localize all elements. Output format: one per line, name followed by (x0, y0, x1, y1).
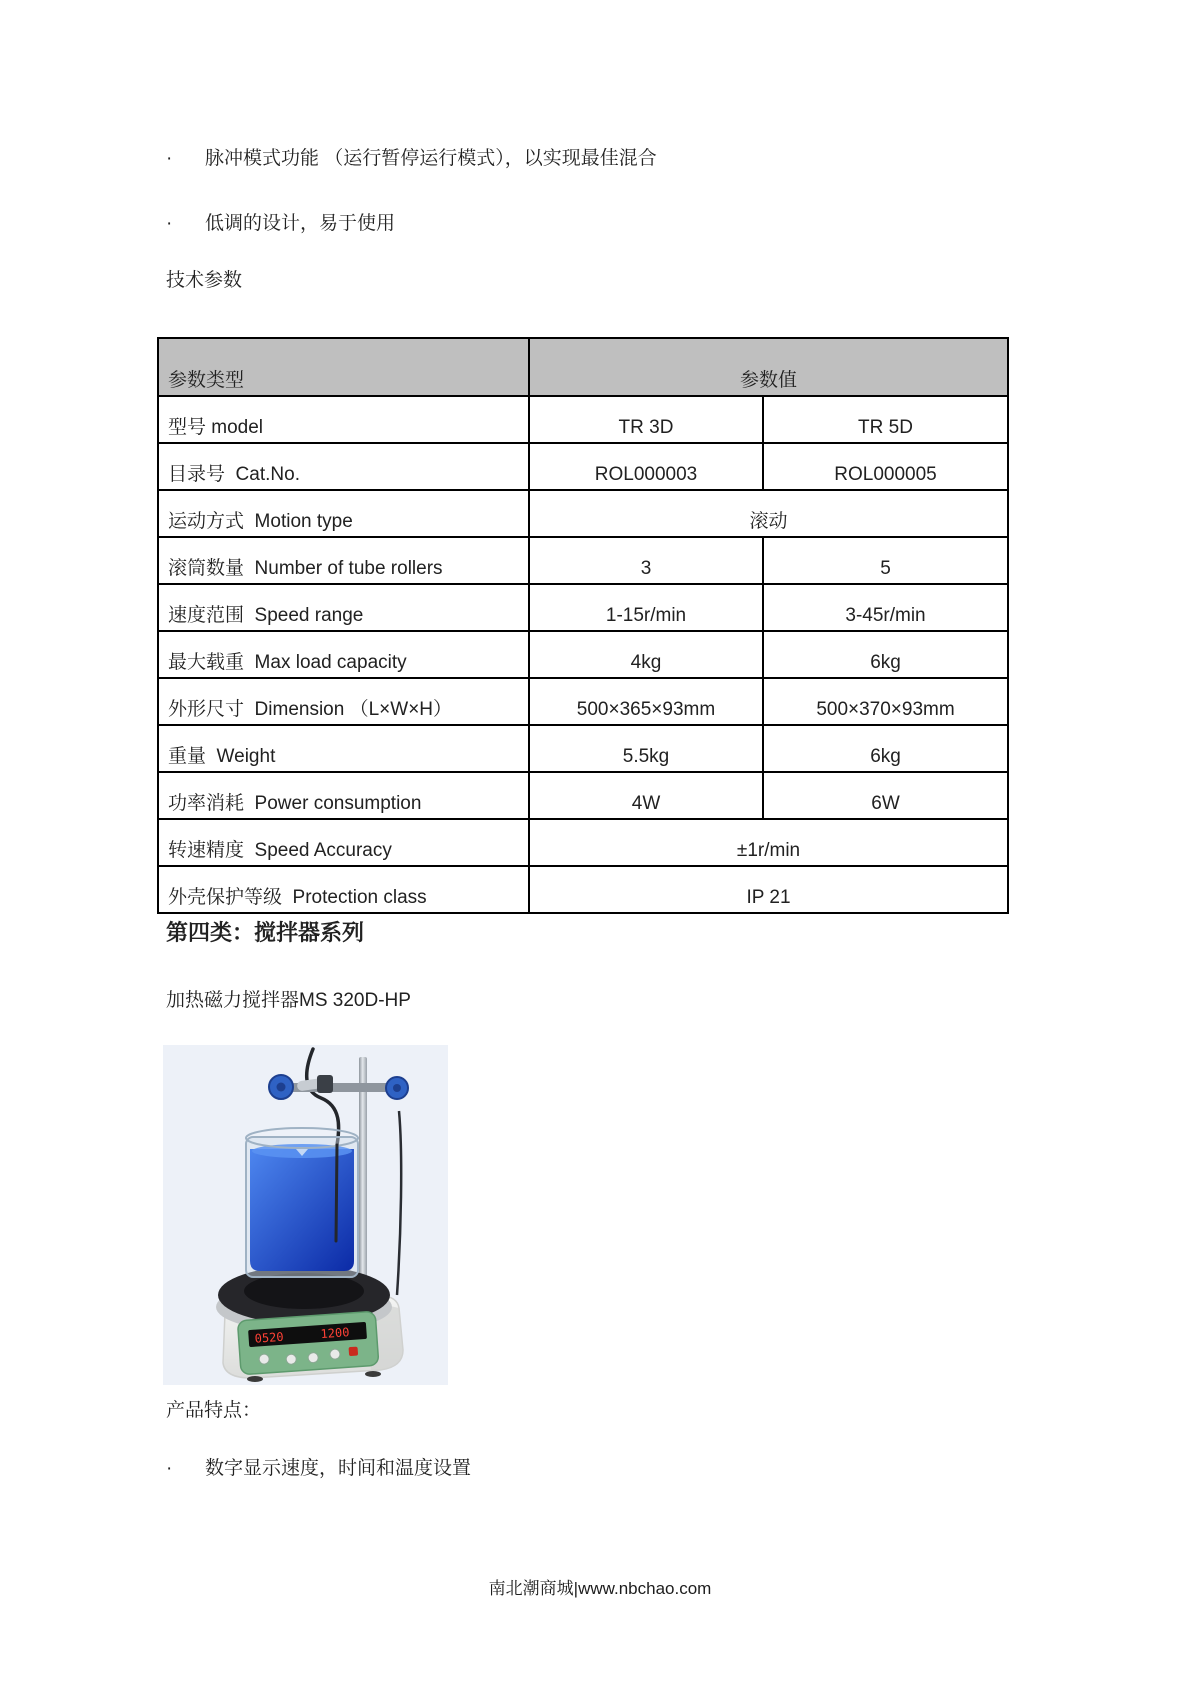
row-label: 滚筒数量 Number of tube rollers (158, 537, 529, 584)
bullet-item (166, 211, 395, 237)
product-name: 加热磁力搅拌器MS 320D-HP (166, 990, 411, 1011)
bullet-text: 低调的设计，易于使用 (205, 213, 396, 234)
bullet-item (166, 1456, 471, 1482)
table-row (158, 584, 1008, 631)
bullet-dot-icon: · (166, 213, 173, 234)
header-param-type: 参数类型 (158, 338, 529, 396)
row-value: 6W (763, 772, 1008, 819)
bullet-text: 数字显示速度，时间和温度设置 (205, 1458, 472, 1479)
row-label: 速度范围 Speed range (158, 584, 529, 631)
row-value: 6kg (763, 725, 1008, 772)
row-label: 转速精度 Speed Accuracy (158, 819, 529, 866)
row-value: 3 (529, 537, 763, 584)
stirrer-illustration (163, 1045, 448, 1385)
row-label: 最大载重 Max load capacity (158, 631, 529, 678)
row-value: 1-15r/min (529, 584, 763, 631)
footer-url: www.nbchao.com (578, 1579, 712, 1598)
row-value-span: IP 21 (529, 866, 1008, 913)
bullet-item (166, 146, 657, 172)
footer-separator: | (573, 1579, 579, 1598)
knob-button (259, 1354, 270, 1365)
row-value: 500×370×93mm (763, 678, 1008, 725)
beaker (246, 1128, 358, 1277)
row-value: ROL000003 (529, 443, 763, 490)
row-value: 6kg (763, 631, 1008, 678)
stand-rod (359, 1057, 367, 1307)
blue-liquid (250, 1149, 354, 1271)
row-label: 重量 Weight (158, 725, 529, 772)
section-heading: 第四类：搅拌器系列 (166, 920, 365, 945)
table-row (158, 866, 1008, 913)
table-row (158, 678, 1008, 725)
row-value: 4W (529, 772, 763, 819)
table-row (158, 443, 1008, 490)
tech-params-label: 技术参数 (166, 270, 243, 291)
bullet-text: 脉冲模式功能 （运行暂停运行模式），以实现最佳混合 (205, 148, 657, 169)
display-right-value: 1200 (320, 1325, 350, 1342)
display-left-value: 0520 (254, 1329, 285, 1346)
row-label: 功率消耗 Power consumption (158, 772, 529, 819)
row-label: 型号 model (158, 396, 529, 443)
row-value: 3-45r/min (763, 584, 1008, 631)
row-label: 外壳保护等级 Protection class (158, 866, 529, 913)
row-value: ROL000005 (763, 443, 1008, 490)
header-param-value: 参数值 (529, 338, 1008, 396)
page-footer (0, 1574, 1200, 1599)
power-button (349, 1347, 359, 1357)
control-panel (237, 1311, 378, 1374)
row-label: 外形尺寸 Dimension （L×W×H） (158, 678, 529, 725)
table-header-row (158, 338, 1008, 396)
footer-site-name: 南北潮商城 (488, 1579, 574, 1598)
features-label: 产品特点： (166, 1400, 262, 1421)
row-value: TR 5D (763, 396, 1008, 443)
row-value: TR 3D (529, 396, 763, 443)
bullet-dot-icon: · (166, 148, 173, 169)
temp-probe (336, 1145, 337, 1241)
table-row (158, 490, 1008, 537)
knob-button (330, 1349, 341, 1360)
knob-button (308, 1352, 319, 1363)
row-value: 500×365×93mm (529, 678, 763, 725)
table-row (158, 396, 1008, 443)
product-image (163, 1045, 448, 1385)
row-value-span: ±1r/min (529, 819, 1008, 866)
knob-button (286, 1354, 297, 1365)
table-row (158, 631, 1008, 678)
row-value: 4kg (529, 631, 763, 678)
bullet-dot-icon: · (166, 1458, 173, 1479)
table-row (158, 725, 1008, 772)
table-row (158, 772, 1008, 819)
table-row (158, 537, 1008, 584)
row-value: 5.5kg (529, 725, 763, 772)
row-value-span: 滚动 (529, 490, 1008, 537)
row-label: 目录号 Cat.No. (158, 443, 529, 490)
row-value: 5 (763, 537, 1008, 584)
table-row (158, 819, 1008, 866)
spec-table (157, 337, 1009, 914)
row-label: 运动方式 Motion type (158, 490, 529, 537)
